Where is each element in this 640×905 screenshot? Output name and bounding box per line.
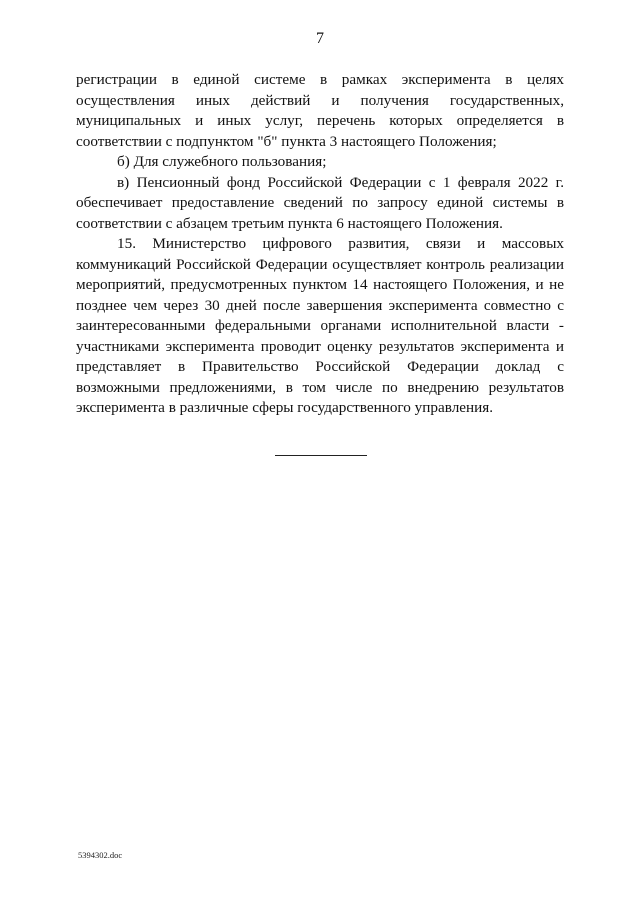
paragraph-continuation: регистрации в единой системе в рамках эксперимента в целях осуществления иных действий и получения государственных, муниципальных и иных услуг, перечень которых определяется в соответствии с подпунктом "б" пункта 3 настоящего Положения;: [76, 71, 564, 150]
footer-document-code: 5394302.doc: [78, 850, 123, 860]
end-separator-line: [275, 455, 367, 456]
document-body: [76, 70, 564, 419]
paragraph-subitem-b: б) Для служебного пользования;: [117, 153, 327, 170]
page-number: 7: [316, 30, 324, 47]
paragraph-item-15: 15. Министерство цифрового развития, связи и массовых коммуникаций Российской Федерации осуществляет контроль реализации мероприятий, предусмотренных пунктом 14 настоящего Положения, и не позднее чем через 30 дней после завершения эксперимента совместно с заинтересованными федеральными органами исполнительной власти - участниками эксперимента проводит оценку результатов эксперимента и представляет в Правительство Российской Федерации доклад с возможными предложениями, в том числе по внедрению результатов эксперимента в различные сферы государственного управления.: [76, 235, 564, 416]
paragraph-subitem-v: в) Пенсионный фонд Российской Федерации с 1 февраля 2022 г. обеспечивает предоставление сведений по запросу единой системы в соответствии с абзацем третьим пункта 6 настоящего Положения.: [76, 173, 564, 232]
